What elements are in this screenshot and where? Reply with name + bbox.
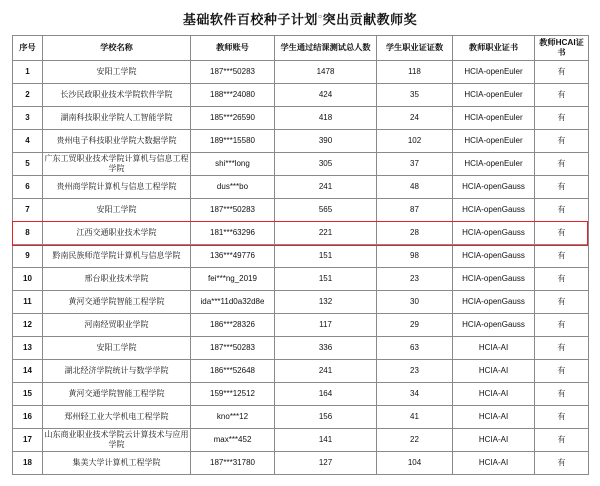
cell-vocational-cert: HCIA-openGauss <box>453 176 535 199</box>
cell-cert-count: 37 <box>377 153 453 176</box>
cell-tested-count: 117 <box>275 314 377 337</box>
cell-school-name: 湖北经济学院统计与数学学院 <box>43 360 191 383</box>
cell-index: 8 <box>13 222 43 245</box>
cell-cert-count: 35 <box>377 84 453 107</box>
table-row <box>13 452 589 475</box>
cell-vocational-cert: HCIA-AI <box>453 406 535 429</box>
cell-hcai-cert: 有 <box>535 107 589 130</box>
cell-school-name: 山东商业职业技术学院云计算技术与应用学院 <box>43 429 191 452</box>
cell-teacher-account: 159***12512 <box>191 383 275 406</box>
cell-hcai-cert: 有 <box>535 291 589 314</box>
cell-school-name: 黄河交通学院智能工程学院 <box>43 291 191 314</box>
cell-teacher-account: 187***50283 <box>191 61 275 84</box>
cell-teacher-account: 186***28326 <box>191 314 275 337</box>
table-row <box>13 429 589 452</box>
cell-index: 14 <box>13 360 43 383</box>
cell-index: 18 <box>13 452 43 475</box>
cell-cert-count: 23 <box>377 360 453 383</box>
cell-cert-count: 118 <box>377 61 453 84</box>
cell-hcai-cert: 有 <box>535 130 589 153</box>
cell-vocational-cert: HCIA-AI <box>453 337 535 360</box>
cell-tested-count: 241 <box>275 176 377 199</box>
cell-cert-count: 98 <box>377 245 453 268</box>
cell-index: 15 <box>13 383 43 406</box>
cell-index: 6 <box>13 176 43 199</box>
table-row <box>13 222 589 245</box>
cell-hcai-cert: 有 <box>535 268 589 291</box>
cell-index: 12 <box>13 314 43 337</box>
table-row <box>13 130 589 153</box>
cell-teacher-account: 188***24080 <box>191 84 275 107</box>
column-header-cert-count: 学生职业证证数 <box>377 36 453 61</box>
cell-tested-count: 132 <box>275 291 377 314</box>
cell-cert-count: 29 <box>377 314 453 337</box>
cell-teacher-account: 189***15580 <box>191 130 275 153</box>
cell-school-name: 郑州轻工业大学机电工程学院 <box>43 406 191 429</box>
table-header <box>13 36 589 61</box>
cell-teacher-account: max***452 <box>191 429 275 452</box>
cell-cert-count: 28 <box>377 222 453 245</box>
cell-vocational-cert: HCIA-openGauss <box>453 199 535 222</box>
column-header-teacher-vocational-cert: 教师职业证书 <box>453 36 535 61</box>
cell-cert-count: 23 <box>377 268 453 291</box>
cell-teacher-account: 136***49776 <box>191 245 275 268</box>
table-row <box>13 383 589 406</box>
cell-teacher-account: kno***12 <box>191 406 275 429</box>
table-row <box>13 337 589 360</box>
cell-school-name: 贵州电子科技职业学院大数据学院 <box>43 130 191 153</box>
cell-index: 17 <box>13 429 43 452</box>
table-row <box>13 176 589 199</box>
cell-vocational-cert: HCIA-AI <box>453 383 535 406</box>
table-row <box>13 360 589 383</box>
column-header-teacher-account: 教师账号 <box>191 36 275 61</box>
cell-cert-count: 104 <box>377 452 453 475</box>
cell-vocational-cert: HCIA-openEuler <box>453 107 535 130</box>
cell-vocational-cert: HCIA-AI <box>453 360 535 383</box>
cell-cert-count: 22 <box>377 429 453 452</box>
cell-school-name: 河南经贸职业学院 <box>43 314 191 337</box>
cell-vocational-cert: HCIA-openEuler <box>453 84 535 107</box>
cell-school-name: 黔南民族师范学院计算机与信息学院 <box>43 245 191 268</box>
title-prefix: 基础软件百校 <box>182 12 264 27</box>
cell-vocational-cert: HCIA-AI <box>453 429 535 452</box>
cell-hcai-cert: 有 <box>535 406 589 429</box>
cell-tested-count: 305 <box>275 153 377 176</box>
table-row <box>13 61 589 84</box>
cell-index: 7 <box>13 199 43 222</box>
table-row <box>13 406 589 429</box>
cell-tested-count: 164 <box>275 383 377 406</box>
cell-hcai-cert: 有 <box>535 360 589 383</box>
cell-cert-count: 24 <box>377 107 453 130</box>
cell-hcai-cert: 有 <box>535 84 589 107</box>
cell-tested-count: 390 <box>275 130 377 153</box>
cell-teacher-account: dus***bo <box>191 176 275 199</box>
cell-teacher-account: 187***50283 <box>191 199 275 222</box>
title-superscript: ○ <box>317 13 323 21</box>
cell-school-name: 黄河交通学院智能工程学院 <box>43 383 191 406</box>
cell-teacher-account: 185***26590 <box>191 107 275 130</box>
cell-hcai-cert: 有 <box>535 61 589 84</box>
cell-index: 4 <box>13 130 43 153</box>
cell-teacher-account: ida***11d0a32d8e <box>191 291 275 314</box>
table-row <box>13 268 589 291</box>
cell-hcai-cert: 有 <box>535 176 589 199</box>
cell-tested-count: 151 <box>275 268 377 291</box>
cell-vocational-cert: HCIA-AI <box>453 452 535 475</box>
cell-tested-count: 336 <box>275 337 377 360</box>
cell-school-name: 贵州商学院计算机与信息工程学院 <box>43 176 191 199</box>
table-body <box>13 61 589 475</box>
cell-vocational-cert: HCIA-openEuler <box>453 61 535 84</box>
column-header-school: 学校名称 <box>43 36 191 61</box>
cell-tested-count: 241 <box>275 360 377 383</box>
cell-school-name: 广东工贸职业技术学院计算机与信息工程学院 <box>43 153 191 176</box>
cell-tested-count: 1478 <box>275 61 377 84</box>
cell-index: 3 <box>13 107 43 130</box>
cell-teacher-account: fei***ng_2019 <box>191 268 275 291</box>
cell-cert-count: 48 <box>377 176 453 199</box>
title-mid: 种子计划 <box>263 12 318 27</box>
cell-hcai-cert: 有 <box>535 314 589 337</box>
awards-table <box>12 35 589 475</box>
cell-index: 10 <box>13 268 43 291</box>
cell-hcai-cert: 有 <box>535 452 589 475</box>
cell-tested-count: 418 <box>275 107 377 130</box>
cell-teacher-account: 187***31780 <box>191 452 275 475</box>
cell-school-name: 集美大学计算机工程学院 <box>43 452 191 475</box>
cell-tested-count: 221 <box>275 222 377 245</box>
table-row <box>13 291 589 314</box>
cell-school-name: 长沙民政职业技术学院软件学院 <box>43 84 191 107</box>
cell-vocational-cert: HCIA-openGauss <box>453 245 535 268</box>
table-row <box>13 84 589 107</box>
title-suffix: 突出贡献教师奖 <box>322 12 418 27</box>
cell-index: 2 <box>13 84 43 107</box>
table-container <box>12 35 588 475</box>
cell-teacher-account: 187***50283 <box>191 337 275 360</box>
cell-hcai-cert: 有 <box>535 337 589 360</box>
cell-index: 9 <box>13 245 43 268</box>
cell-cert-count: 30 <box>377 291 453 314</box>
cell-vocational-cert: HCIA-openGauss <box>453 291 535 314</box>
cell-index: 13 <box>13 337 43 360</box>
cell-hcai-cert: 有 <box>535 199 589 222</box>
cell-cert-count: 102 <box>377 130 453 153</box>
cell-school-name: 湖南科技职业学院人工智能学院 <box>43 107 191 130</box>
cell-tested-count: 424 <box>275 84 377 107</box>
cell-tested-count: 156 <box>275 406 377 429</box>
cell-hcai-cert: 有 <box>535 383 589 406</box>
cell-hcai-cert: 有 <box>535 429 589 452</box>
cell-vocational-cert: HCIA-openGauss <box>453 222 535 245</box>
table-row <box>13 199 589 222</box>
cell-index: 1 <box>13 61 43 84</box>
cell-school-name: 安阳工学院 <box>43 199 191 222</box>
cell-teacher-account: 186***52648 <box>191 360 275 383</box>
cell-index: 5 <box>13 153 43 176</box>
page-title <box>0 0 600 35</box>
cell-school-name: 安阳工学院 <box>43 61 191 84</box>
cell-school-name: 邢台职业技术学院 <box>43 268 191 291</box>
cell-vocational-cert: HCIA-openGauss <box>453 314 535 337</box>
cell-cert-count: 34 <box>377 383 453 406</box>
cell-tested-count: 127 <box>275 452 377 475</box>
cell-teacher-account: 181***63296 <box>191 222 275 245</box>
cell-vocational-cert: HCIA-openEuler <box>453 130 535 153</box>
table-header-row <box>13 36 589 61</box>
table-row <box>13 314 589 337</box>
cell-vocational-cert: HCIA-openEuler <box>453 153 535 176</box>
table-row <box>13 245 589 268</box>
cell-vocational-cert: HCIA-openGauss <box>453 268 535 291</box>
table-row <box>13 153 589 176</box>
cell-teacher-account: shi***long <box>191 153 275 176</box>
cell-school-name: 安阳工学院 <box>43 337 191 360</box>
column-header-tested-count: 学生通过结课测试总人数 <box>275 36 377 61</box>
cell-cert-count: 63 <box>377 337 453 360</box>
column-header-index: 序号 <box>13 36 43 61</box>
cell-cert-count: 87 <box>377 199 453 222</box>
cell-index: 16 <box>13 406 43 429</box>
cell-hcai-cert: 有 <box>535 245 589 268</box>
cell-school-name: 江西交通职业技术学院 <box>43 222 191 245</box>
cell-tested-count: 151 <box>275 245 377 268</box>
cell-tested-count: 565 <box>275 199 377 222</box>
table-row <box>13 107 589 130</box>
column-header-teacher-hcai-cert: 教师HCAI证书 <box>535 36 589 61</box>
cell-hcai-cert: 有 <box>535 222 589 245</box>
cell-index: 11 <box>13 291 43 314</box>
cell-hcai-cert: 有 <box>535 153 589 176</box>
cell-cert-count: 41 <box>377 406 453 429</box>
cell-tested-count: 141 <box>275 429 377 452</box>
